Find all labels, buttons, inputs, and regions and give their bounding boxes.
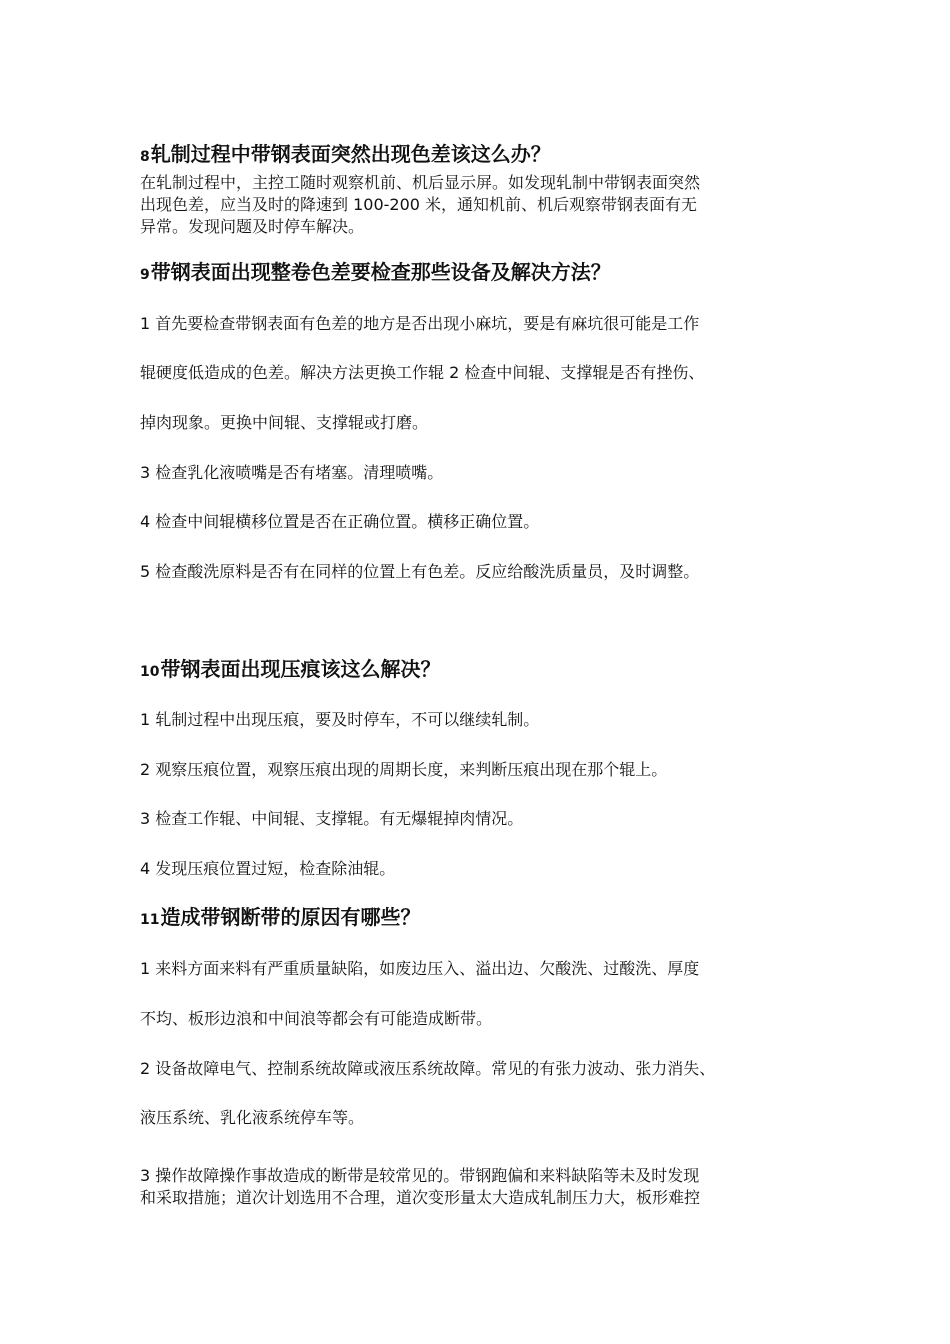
text-line: 辊硬度低造成的色差。解决方法更换工作辊 2 检查中间辊、支撑辊是否有挫伤、 — [140, 363, 705, 382]
text-line: 3 检查工作辊、中间辊、支撑辊。有无爆辊掉肉情况。 — [140, 809, 524, 828]
text-line: 3 检查乳化液喷嘴是否有堵塞。清理喷嘴。 — [140, 463, 444, 482]
text-line: 4 发现压痕位置过短，检查除油辊。 — [140, 859, 396, 878]
heading-section-8 — [140, 141, 830, 170]
paragraph-line: 出现色差，应当及时的降速到 100-200 米，通知机前、机后观察带钢表面有无 — [140, 195, 698, 214]
section-title: 带钢表面出现整卷色差要检查那些设备及解决方法？ — [150, 260, 611, 284]
section-title: 轧制过程中带钢表面突然出现色差该这么办？ — [150, 142, 551, 166]
text-line: 不均、板形边浪和中间浪等都会有可能造成断带。 — [140, 1009, 493, 1028]
section-title: 带钢表面出现压痕该这么解决？ — [160, 657, 441, 681]
text-line: 1 首先要检查带钢表面有色差的地方是否出现小麻坑，要是有麻坑很可能是工作 — [140, 314, 700, 333]
text-line: 液压系统、乳化液系统停车等。 — [140, 1108, 365, 1127]
section-number: 10 — [140, 664, 160, 680]
section-number: 9 — [140, 267, 150, 283]
section-title: 造成带钢断带的原因有哪些？ — [160, 905, 421, 929]
text-line: 4 检查中间辊横移位置是否在正确位置。横移正确位置。 — [140, 512, 540, 531]
paragraph-section-8 — [140, 172, 830, 238]
paragraph-line: 和采取措施；道次计划选用不合理，道次变形量太大造成轧制压力大，板形难控 — [140, 1188, 701, 1207]
paragraph-line: 3 操作故障操作事故造成的断带是较常见的。带钢跑偏和来料缺陷等未及时发现 — [140, 1166, 700, 1185]
section-number: 11 — [140, 912, 160, 928]
paragraph-section-11-item-3 — [140, 1165, 830, 1209]
heading-section-10 — [140, 656, 830, 685]
text-line: 5 检查酸洗原料是否有在同样的位置上有色差。反应给酸洗质量员，及时调整。 — [140, 562, 700, 581]
paragraph-line: 异常。发现问题及时停车解决。 — [140, 217, 365, 236]
section-number: 8 — [140, 149, 150, 165]
paragraph-line: 在轧制过程中，主控工随时观察机前、机后显示屏。如发现轧制中带钢表面突然 — [140, 173, 701, 192]
text-line: 掉肉现象。更换中间辊、支撑辊或打磨。 — [140, 413, 429, 432]
heading-section-11 — [140, 904, 830, 933]
text-line: 1 来料方面来料有严重质量缺陷，如废边压入、溢出边、欠酸洗、过酸洗、厚度 — [140, 959, 700, 978]
heading-section-9 — [140, 259, 830, 288]
text-line: 1 轧制过程中出现压痕，要及时停车，不可以继续轧制。 — [140, 710, 540, 729]
text-line: 2 观察压痕位置，观察压痕出现的周期长度，来判断压痕出现在那个辊上。 — [140, 760, 668, 779]
text-line: 2 设备故障电气、控制系统故障或液压系统故障。常见的有张力波动、张力消失、 — [140, 1059, 716, 1078]
